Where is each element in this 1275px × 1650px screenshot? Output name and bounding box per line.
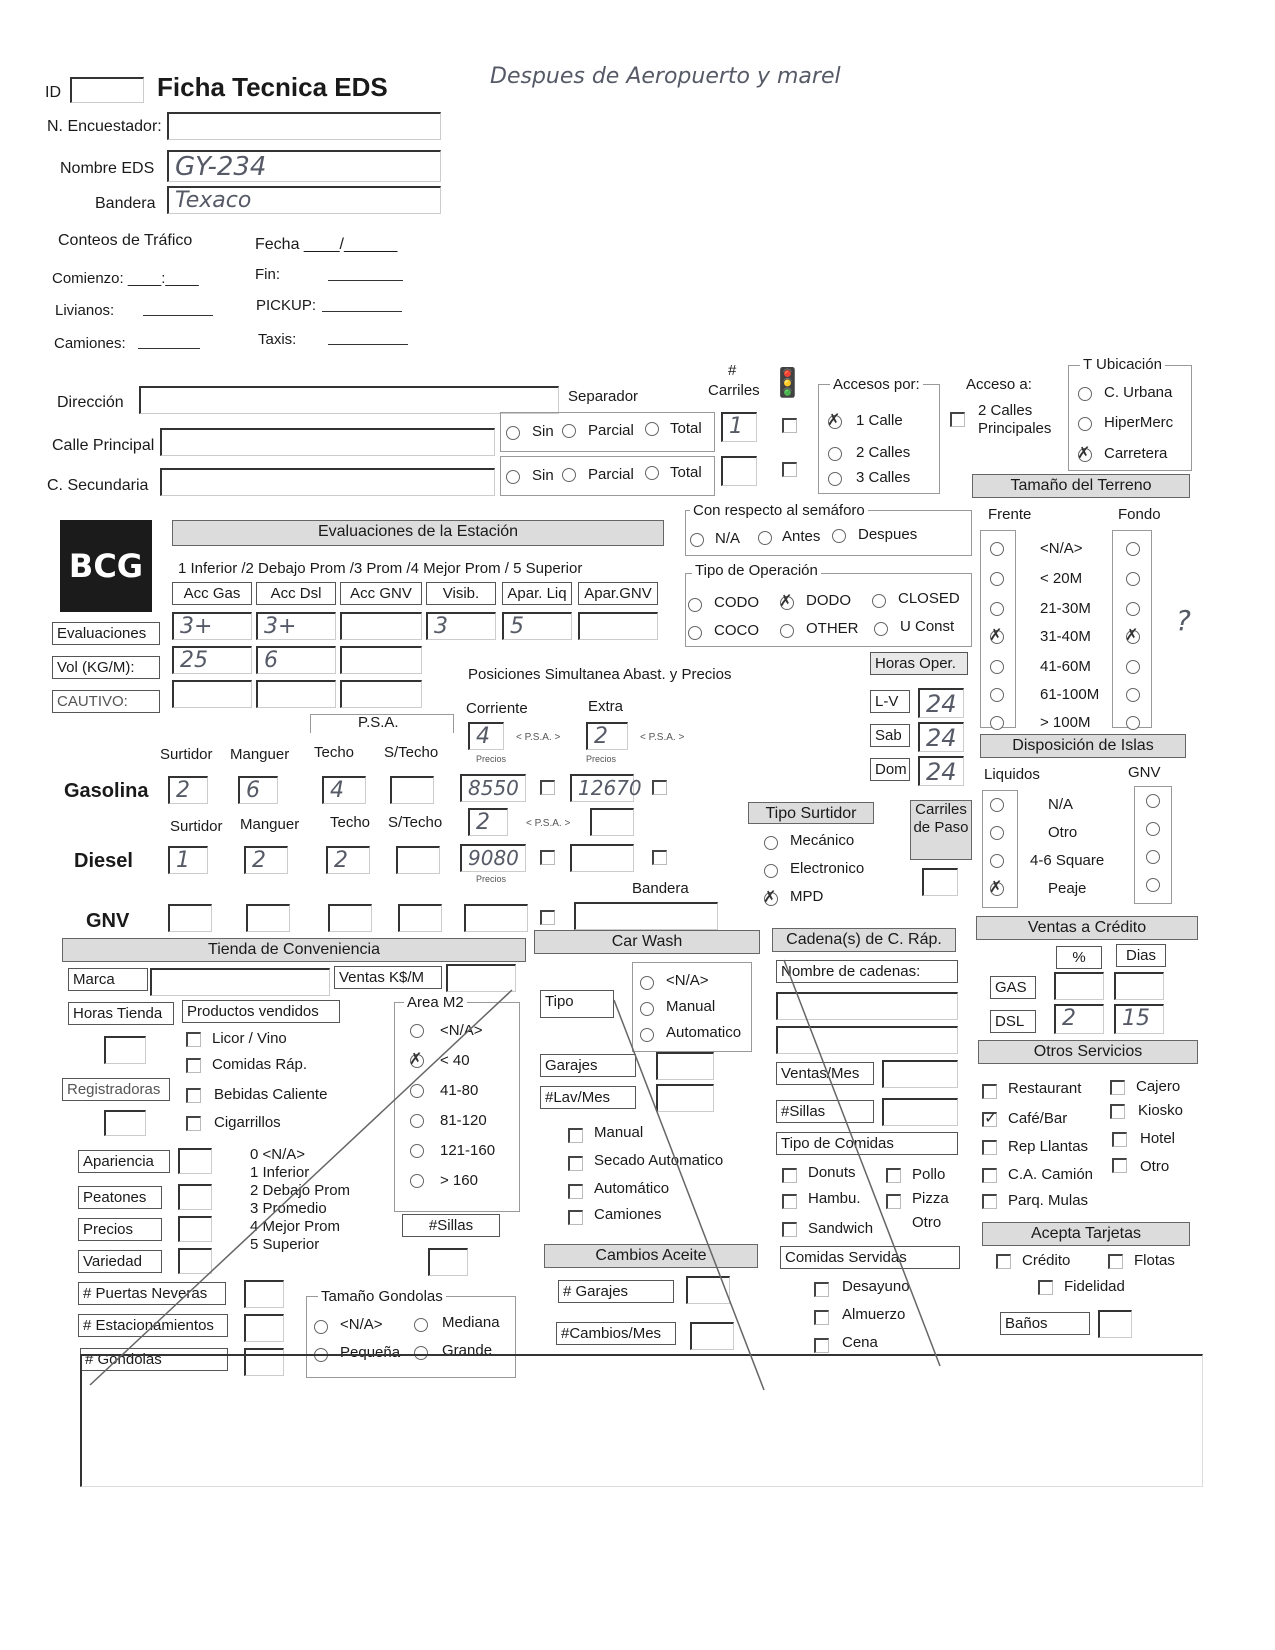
carriles-label: Carriles [708, 382, 760, 399]
row-vol-label: Vol (KG/M): [52, 656, 160, 679]
vol-value-field[interactable]: 6 [256, 646, 336, 674]
variedad-label: Variedad [78, 1250, 162, 1273]
kiosko-label: Kiosko [1138, 1102, 1184, 1119]
semaforo-title: Con respecto al semáforo [690, 502, 868, 519]
horas-tienda-label: Horas Tienda [68, 1002, 174, 1025]
eval-col-header: Apar.GNV [578, 582, 658, 605]
fecha-label: Fecha ____/______ [255, 236, 398, 253]
carwash-automatico-label: Automatico [666, 1024, 742, 1041]
dias-label: Dias [1116, 944, 1166, 967]
cw-camiones-label: Camiones [594, 1206, 662, 1223]
cambios-aceite-header: Cambios Aceite [544, 1244, 758, 1268]
islas-row-label: 4-6 Square [1030, 852, 1105, 869]
precios-tag-3: Precios [476, 874, 507, 884]
dsl-credito-label: DSL [990, 1010, 1036, 1033]
ventas-cadena-label: Ventas/Mes [776, 1062, 874, 1085]
stecho-header-gas: S/Techo [384, 744, 439, 761]
eval-value-field[interactable]: 5 [502, 612, 572, 640]
pickup-label: PICKUP: [256, 297, 317, 314]
bandera-label: Bandera [95, 195, 156, 212]
cafe-label: Café/Bar [1008, 1110, 1068, 1127]
area-option-label: < 40 [440, 1052, 470, 1069]
carwash-na-label: <N/A> [666, 972, 709, 989]
horas-sab-label: Sab [870, 724, 910, 747]
horas-dom-label: Dom [870, 758, 910, 781]
fondo-label: Fondo [1118, 506, 1161, 523]
bandera-gnv-label: Bandera [632, 880, 689, 897]
pollo-label: Pollo [912, 1166, 946, 1183]
cw-auto-label: Automático [594, 1180, 670, 1197]
ventas-tienda-label: Ventas K$/M [334, 966, 442, 989]
tipo-carwash-label: Tipo [540, 990, 614, 1018]
gondola-pequena-label: Pequeña [340, 1344, 401, 1361]
gnv-label: GNV [86, 910, 130, 932]
lav-mes-label: #Lav/Mes [540, 1086, 636, 1109]
comienzo-label: Comienzo: ____:____ [52, 270, 199, 287]
terreno-row-label: 61-100M [1040, 686, 1100, 703]
donuts-label: Donuts [808, 1164, 856, 1181]
traffic-light-icon: 🚦 [770, 367, 805, 398]
parq-mulas-label: Parq. Mulas [1008, 1192, 1089, 1209]
surtidor-header-dsl: Surtidor [170, 818, 223, 835]
acceso-1-calle-label: 1 Calle [856, 412, 903, 429]
eval-col-header: Acc Gas [172, 582, 252, 605]
marca-label: Marca [68, 968, 148, 991]
dsl-surtidor-field[interactable]: 1 [168, 846, 208, 874]
dsl-psa-field[interactable]: 2 [468, 808, 508, 836]
otro-comida-label: Otro [912, 1214, 942, 1231]
eval-col-header: Acc Dsl [256, 582, 336, 605]
closed-label: CLOSED [898, 590, 960, 607]
cajero-label: Cajero [1136, 1078, 1181, 1095]
encuestador-label: N. Encuestador: [47, 118, 162, 135]
carriles-hash: # [728, 362, 737, 379]
rep-llantas-label: Rep Llantas [1008, 1138, 1089, 1155]
posiciones-title: Posiciones Simultanea Abast. y Precios [468, 666, 732, 683]
corriente-label: Corriente [466, 700, 528, 717]
direccion-label: Dirección [57, 394, 124, 411]
islas-row-label: Otro [1048, 824, 1078, 841]
terreno-row-label: 21-30M [1040, 600, 1091, 617]
terreno-row-label: < 20M [1040, 570, 1083, 587]
tamano-gondolas-title: Tamaño Gondolas [318, 1288, 446, 1305]
registradoras-label: Registradoras [62, 1078, 170, 1101]
evaluaciones-scale: 1 Inferior /2 Debajo Prom /3 Prom /4 Mejor Prom / 5 Superior [178, 560, 583, 577]
tarjetas-header: Acepta Tarjetas [982, 1222, 1190, 1246]
precios-tag-1: Precios [476, 754, 507, 764]
gondola-na-label: <N/A> [340, 1316, 383, 1333]
techo-header-dsl: Techo [330, 814, 371, 831]
sin-label-2: Sin [532, 467, 554, 484]
gas-extra-psa-field[interactable]: 2 [586, 722, 628, 750]
dsl-pct-field[interactable]: 2 [1054, 1004, 1104, 1034]
dsl-precio-field[interactable]: 9080 [460, 844, 526, 872]
parcial-label-2: Parcial [588, 466, 634, 483]
fin-label: Fin: [255, 266, 281, 283]
page-title: Ficha Tecnica EDS [157, 72, 388, 102]
area-option-label: 121-160 [440, 1142, 496, 1159]
cigarrillos-label: Cigarrillos [214, 1114, 281, 1131]
terreno-row-label: 41-60M [1040, 658, 1091, 675]
stecho-header-dsl: S/Techo [388, 814, 443, 831]
eval-value-field[interactable]: 3+ [172, 612, 252, 640]
comidas-label: Comidas Ráp. [212, 1056, 308, 1073]
frente-label: Frente [988, 506, 1032, 523]
sandwich-label: Sandwich [808, 1220, 874, 1237]
garajes-label: Garajes [540, 1054, 636, 1077]
hotel-label: Hotel [1140, 1130, 1176, 1147]
scale-item: 3 Promedio [250, 1200, 327, 1217]
banos-label: Baños [1000, 1312, 1090, 1335]
sin-label-1: Sin [532, 423, 554, 440]
area-title: Area M2 [404, 994, 467, 1011]
gas-credito-label: GAS [990, 976, 1036, 999]
psa-arrow-2: < P.S.A. > [640, 732, 685, 743]
ubicacion-title: T Ubicación [1080, 356, 1165, 373]
flotas-label: Flotas [1134, 1252, 1175, 1269]
tienda-header: Tienda de Conveniencia [62, 938, 526, 962]
accesos-title: Accesos por: [830, 376, 923, 393]
semaforo-na-label: N/A [715, 530, 741, 547]
liquidos-label: Liquidos [984, 766, 1040, 783]
c-cambios-label: #Cambios/Mes [556, 1322, 676, 1345]
coco-label: COCO [714, 622, 759, 639]
semaforo-despues-label: Despues [858, 526, 918, 543]
gas-corriente-psa-field[interactable]: 4 [468, 722, 504, 750]
gondola-grande-label: Grande [442, 1342, 493, 1359]
mecanico-label: Mecánico [790, 832, 855, 849]
traffic-title: Conteos de Tráfico [58, 232, 193, 249]
licor-label: Licor / Vino [212, 1030, 287, 1047]
carriles-principal-field[interactable]: 1 [721, 412, 757, 442]
islas-gnv-label: GNV [1128, 764, 1161, 781]
gas-manguer-field[interactable]: 6 [238, 776, 278, 804]
semaforo-antes-label: Antes [782, 528, 821, 545]
gondolas-label: # Gondolas [80, 1348, 228, 1371]
almuerzo-label: Almuerzo [842, 1306, 906, 1323]
scale-item: 2 Debajo Prom [250, 1182, 351, 1199]
id-label: ID [45, 84, 61, 101]
bebidas-label: Bebidas Caliente [214, 1086, 328, 1103]
restaurant-label: Restaurant [1008, 1080, 1082, 1097]
parcial-label-1: Parcial [588, 422, 634, 439]
dodo-label: DODO [806, 592, 851, 609]
codo-label: CODO [714, 594, 759, 611]
horas-sab-field[interactable]: 24 [918, 722, 964, 752]
terreno-row-label: 31-40M [1040, 628, 1091, 645]
c-secundaria-label: C. Secundaria [47, 477, 149, 494]
terreno-row-label: <N/A> [1040, 540, 1083, 557]
ca-camion-label: C.A. Camión [1008, 1166, 1094, 1183]
acceso-3-calles-label: 3 Calles [856, 469, 911, 486]
precios-label: Precios [78, 1218, 162, 1241]
total-label-2: Total [670, 464, 702, 481]
nombre-eds-label: Nombre EDS [60, 160, 155, 177]
gondola-mediana-label: Mediana [442, 1314, 500, 1331]
other-label: OTHER [806, 620, 859, 637]
desayuno-label: Desayuno [842, 1278, 910, 1295]
terreno-row-label: > 100M [1040, 714, 1091, 731]
scale-item: 4 Mejor Prom [250, 1218, 341, 1235]
acceso-2-calles-label: 2 Calles [856, 444, 911, 461]
hambu-label: Hambu. [808, 1190, 861, 1207]
tarjeta-credito-label: Crédito [1022, 1252, 1071, 1269]
bcg-logo: BCG [60, 520, 152, 612]
taxis-label: Taxis: [258, 331, 297, 348]
carretera-label: Carretera [1104, 445, 1168, 462]
separador-label: Separador [568, 388, 639, 405]
question-mark: ? [1176, 604, 1191, 637]
productos-label: Productos vendidos [182, 1000, 340, 1023]
techo-header-gas: Techo [314, 744, 355, 761]
diesel-label: Diesel [74, 850, 133, 872]
cena-label: Cena [842, 1334, 878, 1351]
acceso-a-label: Acceso a: [966, 376, 1032, 393]
eval-value-field[interactable]: 3 [426, 612, 496, 640]
operacion-title: Tipo de Operación [692, 562, 821, 579]
credito-header: Ventas a Crédito [976, 916, 1198, 940]
scale-item: 1 Inferior [250, 1164, 310, 1181]
livianos-label: Livianos: [55, 302, 115, 319]
bandera-field[interactable]: Texaco [167, 186, 441, 214]
total-label-1: Total [670, 420, 702, 437]
precios-tag-2: Precios [586, 754, 617, 764]
peatones-label: Peatones [78, 1186, 162, 1209]
manguer-header-gas: Manguer [230, 746, 290, 763]
electronico-label: Electronico [790, 860, 865, 877]
terreno-header: Tamaño del Terreno [972, 474, 1190, 498]
area-option-label: <N/A> [440, 1022, 483, 1039]
cw-manual-label: Manual [594, 1124, 644, 1141]
calle-principal-label: Calle Principal [52, 437, 155, 454]
gas-corriente-precio-field[interactable]: 8550 [460, 774, 526, 802]
otro-servicio-label: Otro [1140, 1158, 1170, 1175]
dsl-manguer-field[interactable]: 2 [244, 846, 288, 874]
eval-value-field[interactable]: 3+ [256, 612, 336, 640]
carwash-manual-label: Manual [666, 998, 716, 1015]
camiones-label: Camiones: [54, 335, 126, 352]
dsl-dias-field[interactable]: 15 [1114, 1004, 1164, 1034]
psa-label: P.S.A. [358, 714, 399, 731]
horas-dom-field[interactable]: 24 [918, 756, 964, 786]
area-option-label: 81-120 [440, 1112, 487, 1129]
scale-item: 5 Superior [250, 1236, 320, 1253]
calles-principales-label: 2 Calles Principales [978, 402, 1052, 437]
row-evaluaciones-label: Evaluaciones [52, 622, 160, 645]
gasolina-label: Gasolina [64, 780, 149, 802]
sillas-cadena-label: #Sillas [776, 1100, 874, 1123]
pizza-label: Pizza [912, 1190, 949, 1207]
apariencia-label: Apariencia [78, 1150, 170, 1173]
mpd-label: MPD [790, 888, 824, 905]
psa-arrow-3: < P.S.A. > [526, 818, 571, 829]
manguer-header-dsl: Manguer [240, 816, 300, 833]
comidas-servidas-label: Comidas Servidas [780, 1246, 960, 1269]
carwash-header: Car Wash [534, 930, 760, 954]
cw-secado-label: Secado Automatico [594, 1152, 724, 1169]
c-garajes-label: # Garajes [558, 1280, 674, 1303]
uconst-label: U Const [900, 618, 955, 635]
eval-col-header: Visib. [426, 582, 496, 605]
servicios-header: Otros Servicios [978, 1040, 1198, 1064]
hipermerc-label: HiperMerc [1104, 414, 1174, 431]
eval-col-header: Acc GNV [340, 582, 422, 605]
islas-header: Disposición de Islas [980, 734, 1186, 758]
pct-label: % [1056, 946, 1102, 969]
surtidor-header-gas: Surtidor [160, 746, 213, 763]
area-option-label: > 160 [440, 1172, 478, 1189]
islas-row-label: Peaje [1048, 880, 1087, 897]
urbana-label: C. Urbana [1104, 384, 1173, 401]
islas-row-label: N/A [1048, 796, 1074, 813]
horas-lv-field[interactable]: 24 [918, 688, 964, 718]
fidelidad-label: Fidelidad [1064, 1278, 1125, 1295]
tipo-comidas-label: Tipo de Comidas [776, 1132, 958, 1155]
gas-extra-precio-field[interactable]: 12670 [570, 774, 634, 802]
row-cautivo-label: CAUTIVO: [52, 690, 160, 713]
horas-lv-label: L-V [870, 690, 910, 713]
carriles-paso-header: Carriles de Paso [910, 800, 972, 860]
dsl-techo-field[interactable]: 2 [326, 846, 370, 874]
sillas-tienda-label: #Sillas [402, 1214, 500, 1237]
vol-value-field[interactable]: 25 [172, 646, 252, 674]
cadena-header: Cadena(s) de C. Ráp. [772, 928, 956, 952]
psa-arrow-1: < P.S.A. > [516, 732, 561, 743]
scale-item: 0 <N/A> [250, 1146, 306, 1163]
puertas-label: # Puertas Neveras [78, 1282, 226, 1305]
gas-techo-field[interactable]: 4 [322, 776, 366, 804]
eval-col-header: Apar. Liq [502, 582, 572, 605]
nombre-eds-field[interactable]: GY-234 [167, 150, 441, 182]
extra-label: Extra [588, 698, 624, 715]
estacionamientos-label: # Estacionamientos [78, 1314, 228, 1337]
horas-oper-label: Horas Oper. [870, 652, 968, 675]
evaluaciones-header: Evaluaciones de la Estación [172, 520, 664, 546]
handwritten-note: Despues de Aeropuerto y marel [490, 64, 841, 89]
tipo-surtidor-header: Tipo Surtidor [748, 802, 874, 824]
nombre-cadenas-label: Nombre de cadenas: [776, 960, 958, 983]
area-option-label: 41-80 [440, 1082, 479, 1099]
gas-surtidor-field[interactable]: 2 [168, 776, 208, 804]
